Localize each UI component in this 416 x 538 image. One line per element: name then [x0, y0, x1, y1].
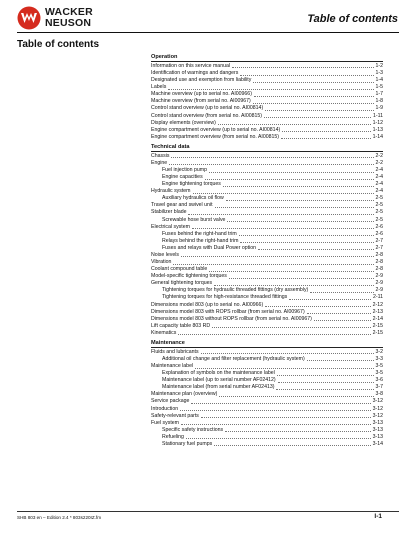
- toc-entry[interactable]: [151, 384, 383, 391]
- toc-entry-page: 2-12: [372, 301, 383, 308]
- toc-entry-label: Labels: [151, 84, 167, 91]
- toc-dot-leader: [277, 375, 374, 376]
- toc-entry-page: 1-5: [375, 84, 383, 91]
- toc-entry-label: Maintenance label (from serial number AF02413): [162, 384, 275, 391]
- toc-entry[interactable]: [151, 120, 383, 127]
- toc-dot-leader: [218, 124, 371, 125]
- toc-entry-label: Engine compartment overview (up to serial no. AI00814): [151, 126, 281, 133]
- toc-entry[interactable]: [151, 209, 383, 216]
- toc-entry-label: Stabilizer blade: [151, 209, 187, 216]
- toc-entry-page: 3-5: [375, 370, 383, 377]
- toc-entry-label: Maintenance label: [151, 363, 194, 370]
- toc-entry-label: Tightening torques for high-resistance threaded fittings: [162, 294, 288, 301]
- toc-entry-label: Display elements (overview): [151, 119, 216, 126]
- toc-entry[interactable]: [151, 363, 383, 370]
- toc-entry[interactable]: [151, 195, 383, 202]
- toc-entry[interactable]: [151, 127, 383, 134]
- toc-entry-label: Identification of warnings and dangers: [151, 70, 239, 77]
- toc-entry-page: 3-12: [372, 412, 383, 419]
- toc-entry-page: 1-11: [373, 112, 383, 119]
- toc-entry-page: 2-5: [375, 209, 383, 216]
- toc-dot-leader: [240, 75, 373, 76]
- toc-entry-label: Tightening torques for hydraulic threaded fittings (dry assembly): [162, 287, 309, 294]
- toc-dot-leader: [191, 403, 370, 404]
- toc-entry[interactable]: [151, 280, 383, 287]
- toc-entry-page: 1-7: [375, 91, 383, 98]
- toc-entry-page: 2-9: [375, 280, 383, 287]
- toc-entry-page: 2-4: [375, 174, 383, 181]
- page-title: Table of contents: [17, 39, 100, 50]
- toc-entry-label: Refueling: [162, 433, 184, 440]
- toc-entry-label: Hydraulic system: [151, 188, 191, 195]
- toc-entry-label: Dimensions model 803 with ROPS rollbar (from serial no. AI00967): [151, 308, 305, 315]
- toc-entry-page: 2-5: [375, 195, 383, 202]
- toc-entry-page: 2-5: [375, 202, 383, 209]
- toc-entry[interactable]: [151, 167, 383, 174]
- toc-section: [151, 340, 383, 448]
- toc-entry-label: Engine capacities: [162, 174, 203, 181]
- page-header: [0, 0, 416, 38]
- toc-entry-page: 2-9: [375, 273, 383, 280]
- toc-entry[interactable]: [151, 406, 383, 413]
- toc-dot-leader: [282, 131, 370, 132]
- toc-entry-label: Vibration: [151, 259, 172, 266]
- toc-entry[interactable]: [151, 105, 383, 112]
- toc-entry-page: 3-6: [375, 377, 383, 384]
- toc-entry-label: Fuel system: [151, 419, 179, 426]
- table-of-contents: [151, 52, 383, 451]
- toc-section-heading: Operation: [151, 54, 383, 62]
- toc-dot-leader: [253, 103, 374, 104]
- toc-entry-label: Electrical system: [151, 223, 190, 230]
- toc-entry[interactable]: [151, 63, 383, 70]
- toc-entry-page: 2-4: [375, 167, 383, 174]
- toc-entry-label: Safety-relevant parts: [151, 412, 199, 419]
- toc-entry-page: 3-8: [375, 391, 383, 398]
- toc-entry-label: Maintenance plan (overview): [151, 391, 218, 398]
- toc-dot-leader: [186, 438, 371, 439]
- toc-entry-page: 2-7: [375, 244, 383, 251]
- toc-dot-leader: [265, 306, 370, 307]
- toc-entry-page: 2-2: [375, 159, 383, 166]
- toc-entry-label: Fuses behind the right-hand trim: [162, 230, 237, 237]
- toc-entry[interactable]: [151, 294, 383, 301]
- toc-entry[interactable]: [151, 377, 383, 384]
- toc-dot-leader: [168, 89, 373, 90]
- toc-section: [151, 54, 383, 141]
- toc-dot-leader: [169, 164, 373, 165]
- toc-entry-label: Additional oil change and filter replacement (hydraulic system): [162, 355, 305, 362]
- wacker-neuson-logo: [17, 6, 137, 34]
- toc-dot-leader: [193, 193, 374, 194]
- toc-entry-label: Fluids and lubricants: [151, 348, 199, 355]
- toc-dot-leader: [258, 249, 374, 250]
- toc-entry-label: Introduction: [151, 405, 179, 412]
- toc-entry[interactable]: [151, 273, 383, 280]
- toc-entry-page: 3-7: [375, 384, 383, 391]
- toc-dot-leader: [310, 292, 373, 293]
- toc-entry-page: 3-3: [375, 355, 383, 362]
- toc-dot-leader: [281, 138, 371, 139]
- toc-entry-label: Engine tightening torques: [162, 181, 221, 188]
- toc-entry-page: 3-12: [372, 398, 383, 405]
- toc-section-heading: Technical data: [151, 144, 383, 152]
- toc-entry-label: Screwable hose burst valve: [162, 216, 226, 223]
- toc-entry[interactable]: [151, 434, 383, 441]
- toc-dot-leader: [212, 327, 370, 328]
- toc-entry-label: Coolant compound table: [151, 266, 208, 273]
- header-divider: [17, 32, 399, 33]
- toc-entry[interactable]: [151, 113, 383, 120]
- toc-entry[interactable]: [151, 259, 383, 266]
- toc-entry-label: Stationary fuel pumps: [162, 440, 213, 447]
- toc-dot-leader: [314, 320, 371, 321]
- toc-entry[interactable]: [151, 98, 383, 105]
- toc-entry[interactable]: [151, 398, 383, 405]
- toc-entry-label: General tightening torques: [151, 280, 213, 287]
- toc-entry[interactable]: [151, 330, 383, 337]
- toc-dot-leader: [289, 299, 371, 300]
- toc-entry-page: 2-6: [375, 223, 383, 230]
- toc-entry-label: Dimensions model 803 (up to serial no. AI00966): [151, 301, 264, 308]
- toc-entry-label: Chassis: [151, 152, 170, 159]
- toc-entry-label: Maintenance label (up to serial number AF02412): [162, 377, 276, 384]
- toc-entry-label: Engine compartment overview (from serial no. AI00815): [151, 133, 280, 140]
- footer-document-info: SHB 803 en – Edition 2.4 * 803s220IZ.fm: [17, 515, 102, 520]
- toc-entry-label: Travel gear and swivel unit: [151, 202, 213, 209]
- toc-dot-leader: [226, 200, 374, 201]
- toc-entry[interactable]: [151, 91, 383, 98]
- toc-entry-page: 2-8: [375, 266, 383, 273]
- toc-entry-page: 1-2: [375, 63, 383, 69]
- toc-dot-leader: [227, 221, 373, 222]
- toc-entry-label: Information on this service manual: [151, 63, 231, 69]
- toc-dot-leader: [264, 117, 371, 118]
- toc-entry-page: 1-13: [372, 126, 383, 133]
- toc-entry-page: 2-11: [373, 294, 383, 301]
- toc-entry[interactable]: [151, 266, 383, 273]
- toc-dot-leader: [171, 157, 373, 158]
- toc-entry[interactable]: [151, 349, 383, 356]
- logo-text: [45, 7, 93, 28]
- toc-entry-label: Model-specific tightening torques: [151, 273, 227, 280]
- toc-dot-leader: [180, 410, 371, 411]
- toc-entry-page: 1-12: [372, 119, 383, 126]
- toc-dot-leader: [254, 96, 374, 97]
- toc-entry-page: 2-15: [372, 329, 383, 336]
- toc-entry-page: 2-14: [372, 315, 383, 322]
- toc-entry-page: 3-2: [375, 348, 383, 355]
- footer-divider: [17, 511, 399, 512]
- toc-entry[interactable]: [151, 217, 383, 224]
- toc-dot-leader: [278, 382, 374, 383]
- header-title: Table of contents: [307, 13, 398, 25]
- toc-dot-leader: [209, 172, 374, 173]
- toc-dot-leader: [181, 256, 374, 257]
- logo-line-1: WACKER: [45, 6, 93, 18]
- toc-dot-leader: [209, 271, 373, 272]
- toc-entry-page: 2-5: [375, 216, 383, 223]
- toc-entry[interactable]: [151, 181, 383, 188]
- toc-dot-leader: [195, 368, 373, 369]
- toc-dot-leader: [173, 264, 373, 265]
- toc-entry-page: 3-13: [372, 419, 383, 426]
- toc-entry-page: 3-13: [372, 433, 383, 440]
- toc-entry-page: 3-12: [372, 405, 383, 412]
- toc-entry[interactable]: [151, 356, 383, 363]
- toc-entry[interactable]: [151, 427, 383, 434]
- toc-entry-page: 1-3: [375, 70, 383, 77]
- logo-line-2: NEUSON: [45, 16, 92, 29]
- toc-entry-label: Auxiliary hydraulics oil flow: [162, 195, 224, 202]
- toc-entry-label: Fuses and relays with Dual Power option: [162, 244, 256, 251]
- toc-entry[interactable]: [151, 309, 383, 316]
- toc-entry-label: Service package: [151, 398, 190, 405]
- toc-entry[interactable]: [151, 391, 383, 398]
- toc-entry-label: Relays behind the right-hand trim: [162, 237, 239, 244]
- toc-entry-label: Control stand overview (up to serial no. AI00814): [151, 105, 264, 112]
- toc-entry-label: Noise levels: [151, 251, 179, 258]
- toc-entry-label: Machine overview (from serial no. AI00967): [151, 98, 251, 105]
- toc-entry[interactable]: [151, 238, 383, 245]
- toc-dot-leader: [225, 431, 370, 432]
- toc-entry[interactable]: [151, 174, 383, 181]
- toc-entry[interactable]: [151, 252, 383, 259]
- toc-dot-leader: [307, 360, 374, 361]
- toc-dot-leader: [239, 235, 374, 236]
- toc-entry-label: Kinematics: [151, 329, 177, 336]
- toc-entry[interactable]: [151, 231, 383, 238]
- toc-entry-page: 2-9: [375, 287, 383, 294]
- toc-dot-leader: [253, 82, 373, 83]
- toc-entry-page: 2-6: [375, 230, 383, 237]
- toc-dot-leader: [201, 353, 374, 354]
- toc-section: [151, 144, 383, 337]
- toc-dot-leader: [223, 186, 374, 187]
- toc-dot-leader: [188, 214, 373, 215]
- toc-dot-leader: [205, 179, 374, 180]
- toc-entry-page: 2-15: [372, 322, 383, 329]
- toc-entry-label: Engine: [151, 159, 168, 166]
- toc-entry-label: Control stand overview (from serial no. AI00815): [151, 112, 263, 119]
- toc-entry[interactable]: [151, 441, 383, 448]
- toc-entry-page: 1-4: [375, 77, 383, 84]
- toc-entry-page: 3-14: [372, 440, 383, 447]
- toc-dot-leader: [181, 424, 371, 425]
- toc-entry[interactable]: [151, 224, 383, 231]
- toc-entry-page: 2-8: [375, 259, 383, 266]
- toc-entry[interactable]: [151, 370, 383, 377]
- toc-dot-leader: [214, 285, 373, 286]
- toc-entry-label: Specific safety instructions: [162, 426, 224, 433]
- toc-entry[interactable]: [151, 287, 383, 294]
- toc-entry[interactable]: [151, 188, 383, 195]
- toc-section-heading: Maintenance: [151, 340, 383, 348]
- toc-entry-page: 1-8: [375, 98, 383, 105]
- toc-entry[interactable]: [151, 202, 383, 209]
- toc-dot-leader: [307, 313, 371, 314]
- toc-entry-page: 2-13: [372, 308, 383, 315]
- toc-entry-label: Designated use and exemption from liability: [151, 77, 252, 84]
- toc-entry[interactable]: [151, 413, 383, 420]
- toc-dot-leader: [276, 389, 373, 390]
- toc-entry-page: 1-9: [375, 105, 383, 112]
- toc-entry-page: 3-5: [375, 363, 383, 370]
- toc-entry-label: Fuel injection pump: [162, 167, 207, 174]
- toc-entry[interactable]: [151, 77, 383, 84]
- toc-dot-leader: [240, 242, 373, 243]
- toc-entry[interactable]: [151, 245, 383, 252]
- toc-dot-leader: [215, 207, 374, 208]
- toc-entry-label: Lift capacity table 803 RD: [151, 322, 211, 329]
- toc-dot-leader: [214, 445, 370, 446]
- toc-entry[interactable]: [151, 84, 383, 91]
- toc-entry[interactable]: [151, 70, 383, 77]
- toc-entry-page: 2-7: [375, 237, 383, 244]
- toc-dot-leader: [232, 67, 373, 68]
- toc-dot-leader: [192, 228, 374, 229]
- toc-entry-label: Machine overview (up to serial no. AI00966): [151, 91, 252, 98]
- toc-entry-label: Explanation of symbols on the maintenance label: [162, 370, 275, 377]
- footer-page-number: I-1: [374, 513, 382, 520]
- toc-entry-page: 2-4: [375, 188, 383, 195]
- toc-dot-leader: [229, 278, 374, 279]
- toc-entry[interactable]: [151, 160, 383, 167]
- toc-entry[interactable]: [151, 134, 383, 141]
- toc-dot-leader: [178, 334, 370, 335]
- toc-entry[interactable]: [151, 153, 383, 160]
- toc-entry[interactable]: [151, 323, 383, 330]
- toc-entry-label: Dimensions model 803 without ROPS rollbar (from serial no. AI00967): [151, 315, 312, 322]
- toc-entry-page: 2-4: [375, 181, 383, 188]
- toc-dot-leader: [219, 396, 373, 397]
- toc-entry[interactable]: [151, 420, 383, 427]
- toc-entry-page: 2-8: [375, 251, 383, 258]
- toc-entry[interactable]: [151, 302, 383, 309]
- toc-dot-leader: [201, 417, 371, 418]
- toc-entry-page: 3-13: [372, 426, 383, 433]
- toc-entry[interactable]: [151, 316, 383, 323]
- toc-dot-leader: [265, 110, 373, 111]
- toc-entry-page: 2-2: [375, 152, 383, 159]
- toc-entry-page: 1-14: [372, 133, 383, 140]
- logo-w-icon: [17, 6, 41, 30]
